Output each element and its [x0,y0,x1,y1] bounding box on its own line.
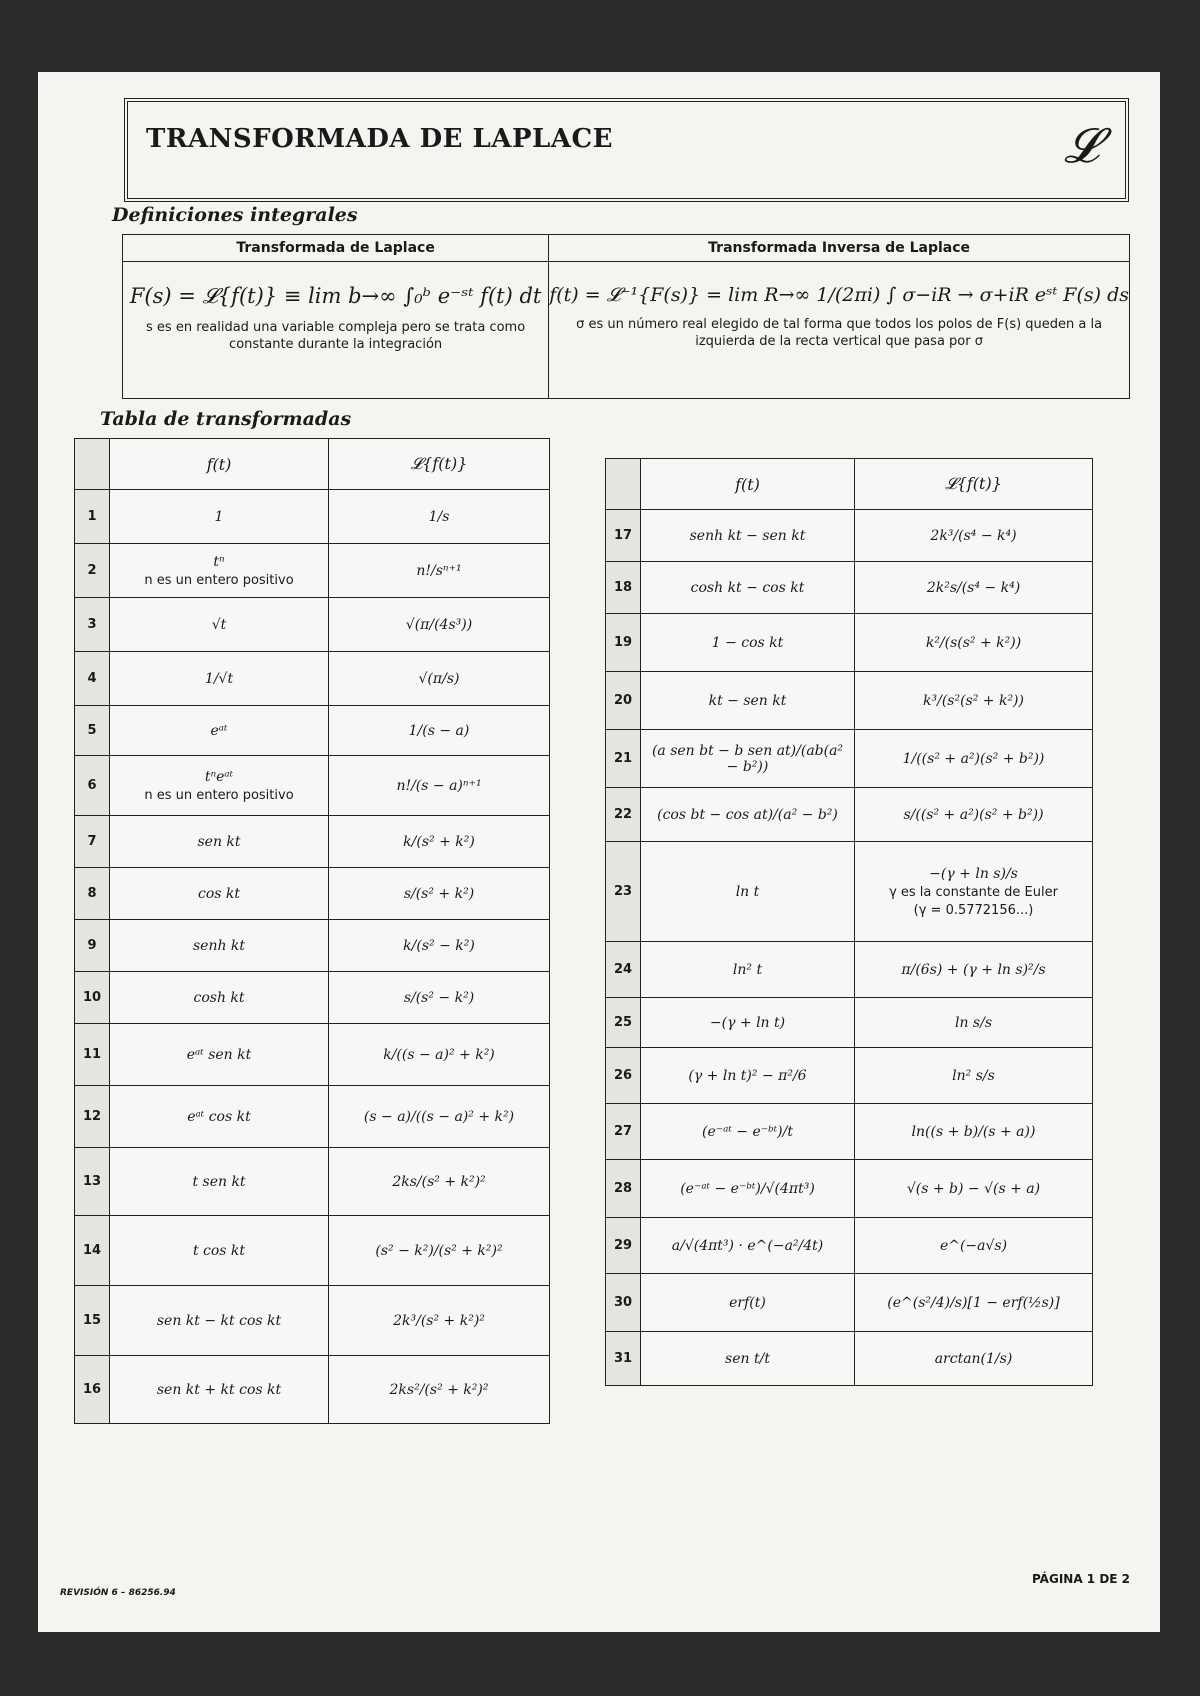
table-row [606,1048,1093,1104]
transform-cell-value: e^(−a√s) [939,1237,1008,1254]
transform-cell-value: 2k³/(s⁴ − k⁴) [930,527,1017,544]
function-cell [641,510,855,562]
function-cell-value: 1 [214,508,224,525]
function-cell-value: sen kt + kt cos kt [156,1381,282,1398]
definitions-heading: Definiciones integrales [112,204,358,226]
transform-cell [329,1286,550,1356]
row-number: 11 [75,1024,110,1086]
transform-cell-value: √(s + b) − √(s + a) [906,1180,1041,1197]
transform-cell [329,652,550,706]
table-row [606,614,1093,672]
transform-cell [329,706,550,756]
function-cell-value: tⁿeᵃᵗ [204,768,234,785]
page-number: PÁGINA 1 DE 2 [1031,1572,1130,1586]
transform-cell-value: ln s/s [954,1014,993,1031]
function-cell-value: sen t/t [725,1350,770,1367]
table-row [75,1286,550,1356]
transform-cell-value: arctan(1/s) [934,1350,1013,1367]
transform-cell-value: k/(s² + k²) [403,833,475,850]
transforms-table-right [605,458,1093,1386]
row-number: 13 [75,1148,110,1216]
row-number: 8 [75,868,110,920]
transform-cell-value: n!/(s − a)ⁿ⁺¹ [396,777,482,794]
table-row [606,510,1093,562]
transform-cell [855,510,1093,562]
table-row [606,998,1093,1048]
transform-cell [855,672,1093,730]
table-row [606,842,1093,942]
function-cell-note: n es un entero positivo [144,572,294,588]
function-cell [641,1332,855,1386]
row-number: 1 [75,490,110,544]
function-cell [110,920,329,972]
table-row [75,652,550,706]
transform-cell [855,730,1093,788]
transform-cell-value: √(π/(4s³)) [405,616,473,633]
row-number: 14 [75,1216,110,1286]
row-number: 19 [606,614,641,672]
table-row [606,562,1093,614]
transform-cell-value: 2ks/(s² + k²)² [392,1173,486,1190]
function-cell [110,544,329,598]
transform-cell-value: k²/(s(s² + k²)) [925,634,1022,651]
table-row [75,1148,550,1216]
function-cell [641,730,855,788]
row-number: 27 [606,1104,641,1160]
function-cell-value: 1/√t [204,670,234,687]
function-cell [641,562,855,614]
transform-cell-value: k³/(s²(s² + k²)) [923,692,1024,709]
laplace-definition [123,235,548,398]
transform-cell [329,868,550,920]
transform-cell-value: k/((s − a)² + k²) [383,1046,495,1063]
transform-cell [329,1216,550,1286]
function-cell-value: tⁿ [213,553,225,570]
inverse-laplace-definition [548,235,1129,398]
transform-cell-note: γ es la constante de Euler [889,884,1058,900]
transform-cell [329,920,550,972]
row-number: 29 [606,1218,641,1274]
function-cell [641,1160,855,1218]
function-cell [641,672,855,730]
function-cell-value: erf(t) [729,1294,766,1311]
transform-cell-note-2: (γ = 0.5772156...) [913,902,1034,918]
function-cell [110,1086,329,1148]
function-cell-value: √t [211,616,227,633]
function-cell-value: eᵃᵗ sen kt [186,1046,252,1063]
function-cell [641,1274,855,1332]
number-header [606,459,641,510]
function-cell-value: 1 − cos kt [711,634,784,651]
table-row [75,868,550,920]
function-cell-value: t sen kt [192,1173,246,1190]
definitions-box [122,234,1130,399]
function-cell-value: (γ + ln t)² − π²/6 [688,1067,807,1084]
table-row [606,788,1093,842]
function-cell-value: cosh kt − cos kt [690,579,805,596]
table-row [606,1218,1093,1274]
row-number: 17 [606,510,641,562]
transform-cell-value: (s² − k²)/(s² + k²)² [375,1242,503,1259]
transform-cell-value: ln² s/s [952,1067,995,1084]
row-number: 6 [75,756,110,816]
laplace-definition-formula: F(s) = 𝓛{f(t)} ≡ lim b→∞ ∫₀ᵇ e⁻ˢᵗ f(t) dt [129,284,542,308]
function-cell [110,1148,329,1216]
function-cell-value: a/√(4πt³) · e^(−a²/4t) [671,1237,824,1254]
function-cell [641,614,855,672]
function-cell [641,1048,855,1104]
row-number: 3 [75,598,110,652]
function-cell-value: cosh kt [193,989,245,1006]
revision-label: REVISIÓN 6 – 86256.94 [60,1588,176,1598]
table-row [75,1024,550,1086]
row-number: 9 [75,920,110,972]
function-cell [110,652,329,706]
function-cell-note: n es un entero positivo [144,787,294,803]
row-number: 20 [606,672,641,730]
f-column-header: f(t) [110,439,329,490]
transform-cell-value: 1/(s − a) [408,722,470,739]
inverse-definition-note: σ es un número real elegido de tal forma que todos los polos de F(s) queden a la izquierda de la recta vertical que pasa por σ [576,317,1103,349]
row-number: 28 [606,1160,641,1218]
function-cell-value: cos kt [197,885,240,902]
table-row [75,816,550,868]
inverse-definition-header: Transformada Inversa de Laplace [549,235,1129,262]
function-cell [110,598,329,652]
transform-cell-value: 1/s [428,508,450,525]
function-cell [110,1024,329,1086]
transform-cell [329,756,550,816]
row-number: 26 [606,1048,641,1104]
function-cell [110,490,329,544]
transform-cell-value: n!/sⁿ⁺¹ [416,562,462,579]
function-cell-value: senh kt [192,937,246,954]
function-cell-value: eᵃᵗ [210,722,228,739]
row-number: 22 [606,788,641,842]
transform-cell-value: s/(s² − k²) [403,989,475,1006]
function-cell [641,842,855,942]
row-number: 7 [75,816,110,868]
laplace-definition-note: s es en realidad una variable compleja pero se trata como constante durante la integración [146,320,526,352]
transform-cell [329,544,550,598]
transform-cell [329,816,550,868]
title-box [124,98,1129,202]
transform-cell-value: √(π/s) [418,670,460,687]
function-cell-value: sen kt − kt cos kt [156,1312,282,1329]
table-row [606,672,1093,730]
laplace-definition-header: Transformada de Laplace [123,235,548,262]
transform-cell-value: (e^(s²/4)/s)[1 − erf(½s)] [887,1294,1060,1311]
transform-cell-value: k/(s² − k²) [403,937,475,954]
function-cell [110,1216,329,1286]
table-row [75,598,550,652]
table-row [75,1086,550,1148]
row-number: 24 [606,942,641,998]
transform-cell [855,614,1093,672]
function-cell-value: t cos kt [192,1242,246,1259]
function-cell [110,756,329,816]
transform-cell-value: π/(6s) + (γ + ln s)²/s [901,961,1046,978]
function-cell [110,816,329,868]
function-cell-value: (e⁻ᵃᵗ − e⁻ᵇᵗ)/√(4πt³) [680,1180,815,1197]
transform-cell [855,1104,1093,1160]
function-cell [110,1286,329,1356]
transform-cell [855,998,1093,1048]
transform-cell [855,788,1093,842]
row-number: 10 [75,972,110,1024]
function-cell [641,1218,855,1274]
table-row [75,544,550,598]
row-number: 2 [75,544,110,598]
transform-cell [855,1274,1093,1332]
transform-cell [855,1048,1093,1104]
transform-cell [855,562,1093,614]
transform-cell [855,1160,1093,1218]
row-number: 15 [75,1286,110,1356]
table-row [75,920,550,972]
row-number: 23 [606,842,641,942]
table-row [606,942,1093,998]
table-row [75,972,550,1024]
transform-cell [855,942,1093,998]
transform-cell-value: 2ks²/(s² + k²)² [389,1381,489,1398]
table-row [75,706,550,756]
number-header [75,439,110,490]
function-cell [110,1356,329,1424]
table-row [606,1274,1093,1332]
table-row [75,490,550,544]
row-number: 16 [75,1356,110,1424]
transform-cell [329,490,550,544]
function-cell-value: sen kt [197,833,241,850]
function-cell [110,868,329,920]
transform-cell [329,972,550,1024]
function-cell-value: (cos bt − cos at)/(a² − b²) [657,806,838,823]
function-cell [110,706,329,756]
function-cell [641,998,855,1048]
transform-cell-value: 2k³/(s² + k²)² [393,1312,485,1329]
row-number: 18 [606,562,641,614]
function-cell [110,972,329,1024]
table-row [75,756,550,816]
row-number: 31 [606,1332,641,1386]
function-cell-value: eᵃᵗ cos kt [187,1108,251,1125]
function-cell-value: kt − sen kt [708,692,787,709]
page-title: TRANSFORMADA DE LAPLACE [146,124,613,154]
document-page [38,72,1160,1632]
table-heading: Tabla de transformadas [100,408,352,430]
row-number: 4 [75,652,110,706]
function-cell-value: −(γ + ln t) [709,1014,786,1031]
function-cell [641,788,855,842]
row-number: 12 [75,1086,110,1148]
function-cell-value: ln t [735,883,760,900]
f-column-header: f(t) [641,459,855,510]
row-number: 5 [75,706,110,756]
transform-cell-value: −(γ + ln s)/s [929,865,1018,882]
function-cell-value: (e⁻ᵃᵗ − e⁻ᵇᵗ)/t [701,1123,793,1140]
function-cell [641,1104,855,1160]
function-cell-value: senh kt − sen kt [689,527,806,544]
table-row [75,1216,550,1286]
transform-cell-value: (s − a)/((s − a)² + k²) [363,1108,515,1125]
transform-cell [855,1218,1093,1274]
row-number: 21 [606,730,641,788]
transforms-table-left [74,438,550,1424]
row-number: 25 [606,998,641,1048]
transform-cell [329,1024,550,1086]
laplace-symbol-icon: 𝓛 [1064,118,1099,174]
table-row [606,730,1093,788]
transform-cell [329,1086,550,1148]
table-row [606,1104,1093,1160]
transform-cell [329,1356,550,1424]
transform-cell-value: s/((s² + a²)(s² + b²)) [903,806,1044,823]
transform-cell [855,1332,1093,1386]
transform-cell [329,598,550,652]
transform-cell-value: 2k²s/(s⁴ − k⁴) [926,579,1021,596]
function-cell-value: ln² t [732,961,763,978]
inverse-definition-formula: f(t) = 𝓛⁻¹{F(s)} = lim R→∞ 1/(2πi) ∫ σ−iR → σ+iR eˢᵗ F(s) ds [549,284,1129,306]
transform-cell [329,1148,550,1216]
table-row [75,1356,550,1424]
transform-cell-value: ln((s + b)/(s + a)) [911,1123,1036,1140]
table-row [606,1332,1093,1386]
transform-cell [855,842,1093,942]
function-cell [641,942,855,998]
transform-cell-value: 1/((s² + a²)(s² + b²)) [902,750,1045,767]
L-column-header: 𝓛{f(t)} [855,459,1093,510]
function-cell-value: (a sen bt − b sen at)/(ab(a² − b²)) [651,742,844,775]
L-column-header: 𝓛{f(t)} [329,439,550,490]
row-number: 30 [606,1274,641,1332]
transform-cell-value: s/(s² + k²) [403,885,475,902]
table-row [606,1160,1093,1218]
